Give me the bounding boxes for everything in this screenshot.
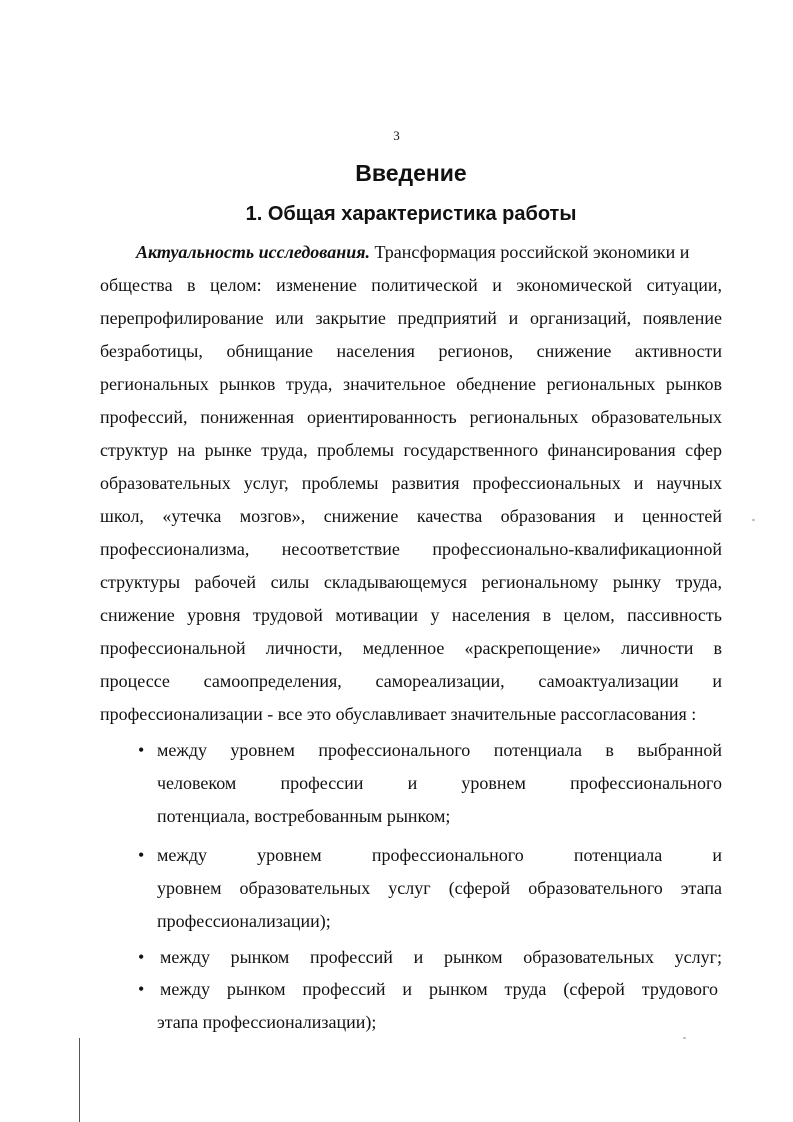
paragraph-line: перепрофилирование или закрытие предприятий и организаций, появление [100,308,722,328]
bullet-marker: • [138,740,145,760]
paragraph-lead: Актуальность исследования. [136,242,370,262]
scan-speck [752,519,755,521]
list-item-line: профессионализации); [157,911,331,931]
list-item-line: этапа профессионализации); [157,1012,377,1032]
bullet-marker: • [138,979,145,999]
paragraph-line-text: Трансформация российской экономики и [370,242,690,262]
paragraph-line: школ, «утечка мозгов», снижение качества образования и ценностей [100,506,722,526]
list-item-line: между рынком профессий и рынком труда (сферой трудового [160,979,718,999]
paragraph-line: безработицы, обнищание населения регионов, снижение активности [100,341,722,361]
section-title: 1. Общая характеристика работы [245,203,577,225]
paragraph-line: снижение уровня трудовой мотивации у населения в целом, пассивность [100,605,722,625]
page-title: Введение [355,160,467,186]
paragraph-line [136,236,689,269]
bullet-marker: • [138,947,145,967]
scan-speck [683,1037,686,1039]
scan-edge-mark [79,1038,80,1122]
paragraph-line: структур на рынке труда, проблемы государственного финансирования сфер [100,440,722,460]
list-item-line: уровнем образовательных услуг (сферой образовательного этапа [157,878,722,898]
paragraph-line: региональных рынков труда, значительное обеднение региональных рынков [100,374,722,394]
paragraph-line: структуры рабочей силы складывающемуся региональному рынку труда, [100,572,722,592]
paragraph-line: общества в целом: изменение политической и экономической ситуации, [100,275,722,295]
paragraph-line: процессе самоопределения, самореализации, самоактуализации и [100,671,722,691]
list-item-line: между уровнем профессионального потенциала и [157,845,722,865]
list-item-line: человеком профессии и уровнем профессионального [157,773,722,793]
paragraph-line: профессиональной личности, медленное «раскрепощение» личности в [100,638,722,658]
paragraph-line: профессионализации - все это обуславливает значительные рассогласования : [100,704,697,724]
paragraph-line: профессий, пониженная ориентированность региональных образовательных [100,407,722,427]
page-number: 3 [393,128,400,143]
list-item-line: между рынком профессий и рынком образовательных услуг; [160,947,722,967]
bullet-marker: • [138,845,145,865]
list-item-line: между уровнем профессионального потенциала в выбранной [157,740,722,760]
list-item-line: потенциала, востребованным рынком; [157,806,451,826]
paragraph-line: образовательных услуг, проблемы развития профессиональных и научных [100,473,722,493]
paragraph-line: профессионализма, несоответствие профессионально-квалификационной [100,539,722,559]
